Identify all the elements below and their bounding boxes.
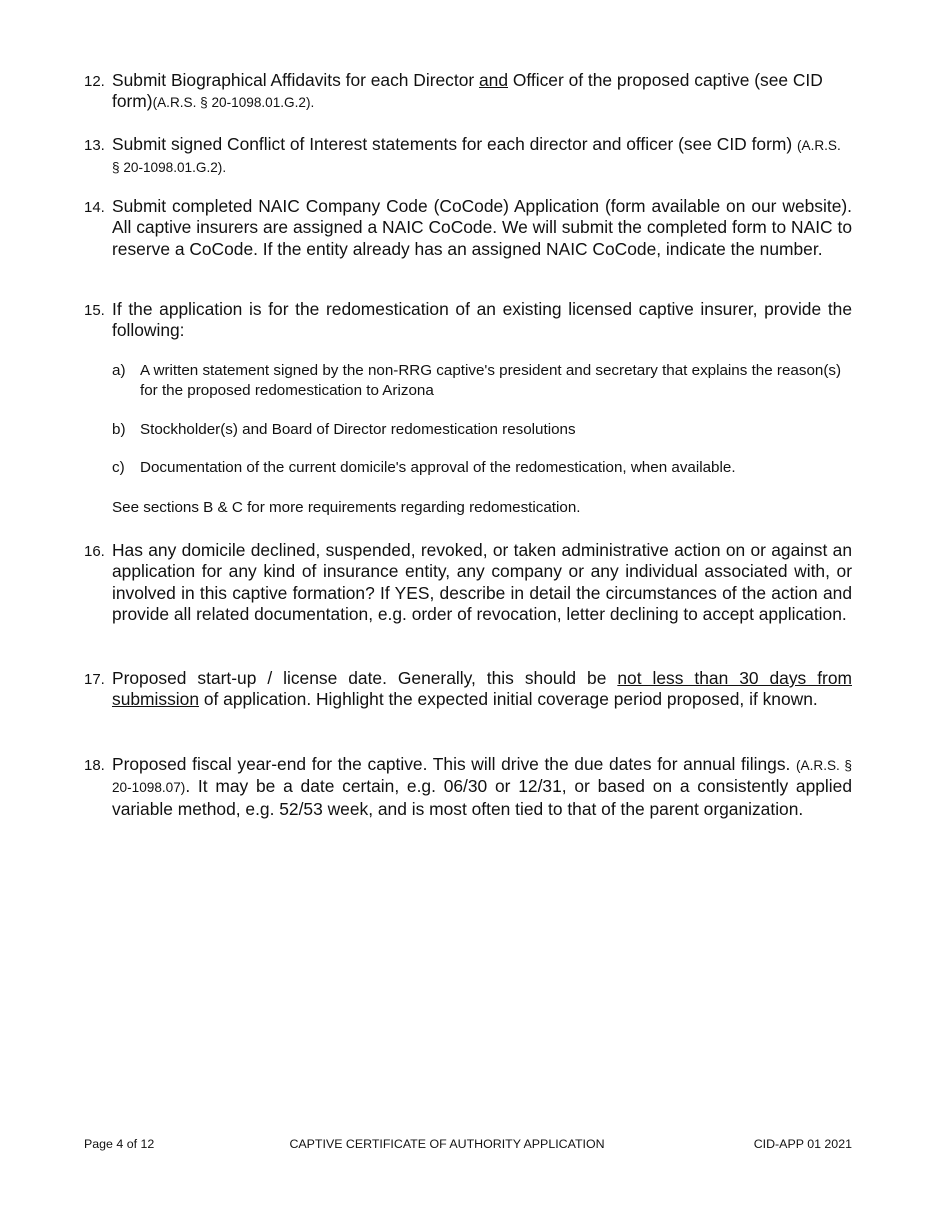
item-text: Proposed fiscal year-end for the captive. This will drive the due dates for annual filings. (A.R.S. § 20-1098.07). It may be a date certain, e.g. 06/30 or 12/31, or based on a consistently applied variable method, e.g. 52/53 week, and is most often tied to that of the parent organization. <box>112 754 852 819</box>
item-text: If the application is for the redomestication of an existing licensed captive insurer, provide the following: <box>112 299 852 341</box>
item-number: 16. <box>84 543 105 560</box>
list-item-14 <box>84 196 852 260</box>
list-item-12 <box>84 70 852 114</box>
statute-citation: (A.R.S. § 20-1098.01.G.2). <box>112 138 841 176</box>
sub-item-letter: b) <box>112 421 126 438</box>
sub-item-text: Documentation of the current domicile's approval of the redomestication, when available. <box>140 459 736 476</box>
statute-citation: (A.R.S. § 20-1098.07) <box>112 758 852 796</box>
item-text: Submit completed NAIC Company Code (CoCode) Application (form available on our website). All captive insurers are assigned a NAIC CoCode. We will submit the completed form to NAIC to reserve a CoCode. If the entity already has an assigned NAIC CoCode, indicate the number. <box>112 196 852 259</box>
underlined-text: and <box>479 70 509 90</box>
sub-item-letter: c) <box>112 459 125 476</box>
item-number: 18. <box>84 757 105 774</box>
item-number: 12. <box>84 73 105 90</box>
list-item-16 <box>84 540 852 626</box>
footer-title: CAPTIVE CERTIFICATE OF AUTHORITY APPLICATION <box>289 1137 605 1151</box>
sub-item-b <box>112 420 852 440</box>
sub-item-text: A written statement signed by the non-RRG captive's president and secretary that explains the reason(s) for the proposed redomestication to Arizona <box>140 362 842 399</box>
item-text: Proposed start-up / license date. Generally, this should be not less than 30 days from submission of application. Highlight the expected initial coverage period proposed, if known. <box>112 668 852 710</box>
sub-item-text: Stockholder(s) and Board of Director redomestication resolutions <box>140 421 576 438</box>
item-text: Has any domicile declined, suspended, revoked, or taken administrative action on or against an application for any kind of insurance entity, any company or any individual associated with, or involved in this captive formation? If YES, describe in detail the circumstances of the action and provide all related documentation, e.g. order of revocation, letter declining to accept application. <box>112 540 852 625</box>
sub-item-a <box>112 361 852 401</box>
underlined-text: not less than 30 days from submission <box>112 668 852 710</box>
list-item-13 <box>84 134 852 179</box>
list-item-15 <box>84 299 852 342</box>
item-text: Submit Biographical Affidavits for each Director and Officer of the proposed captive (see CID form)(A.R.S. § 20-1098.01.G.2). <box>112 70 823 112</box>
statute-citation: (A.R.S. § 20-1098.01.G.2). <box>152 95 315 111</box>
redomestication-note: See sections B & C for more requirements regarding redomestication. <box>112 499 581 516</box>
item-number: 15. <box>84 302 105 319</box>
item-text: Submit signed Conflict of Interest statements for each director and officer (see CID form) (A.R.S. § 20-1098.01.G.2). <box>112 134 841 176</box>
sub-item-c <box>112 458 852 478</box>
list-item-17 <box>84 668 852 711</box>
sub-item-letter: a) <box>112 362 126 379</box>
list-item-18 <box>84 754 852 820</box>
item-number: 13. <box>84 137 105 154</box>
item-number: 17. <box>84 671 105 688</box>
footer-page-number: Page 4 of 12 <box>84 1137 155 1151</box>
footer-form-id: CID-APP 01 2021 <box>753 1137 852 1151</box>
item-number: 14. <box>84 199 105 216</box>
